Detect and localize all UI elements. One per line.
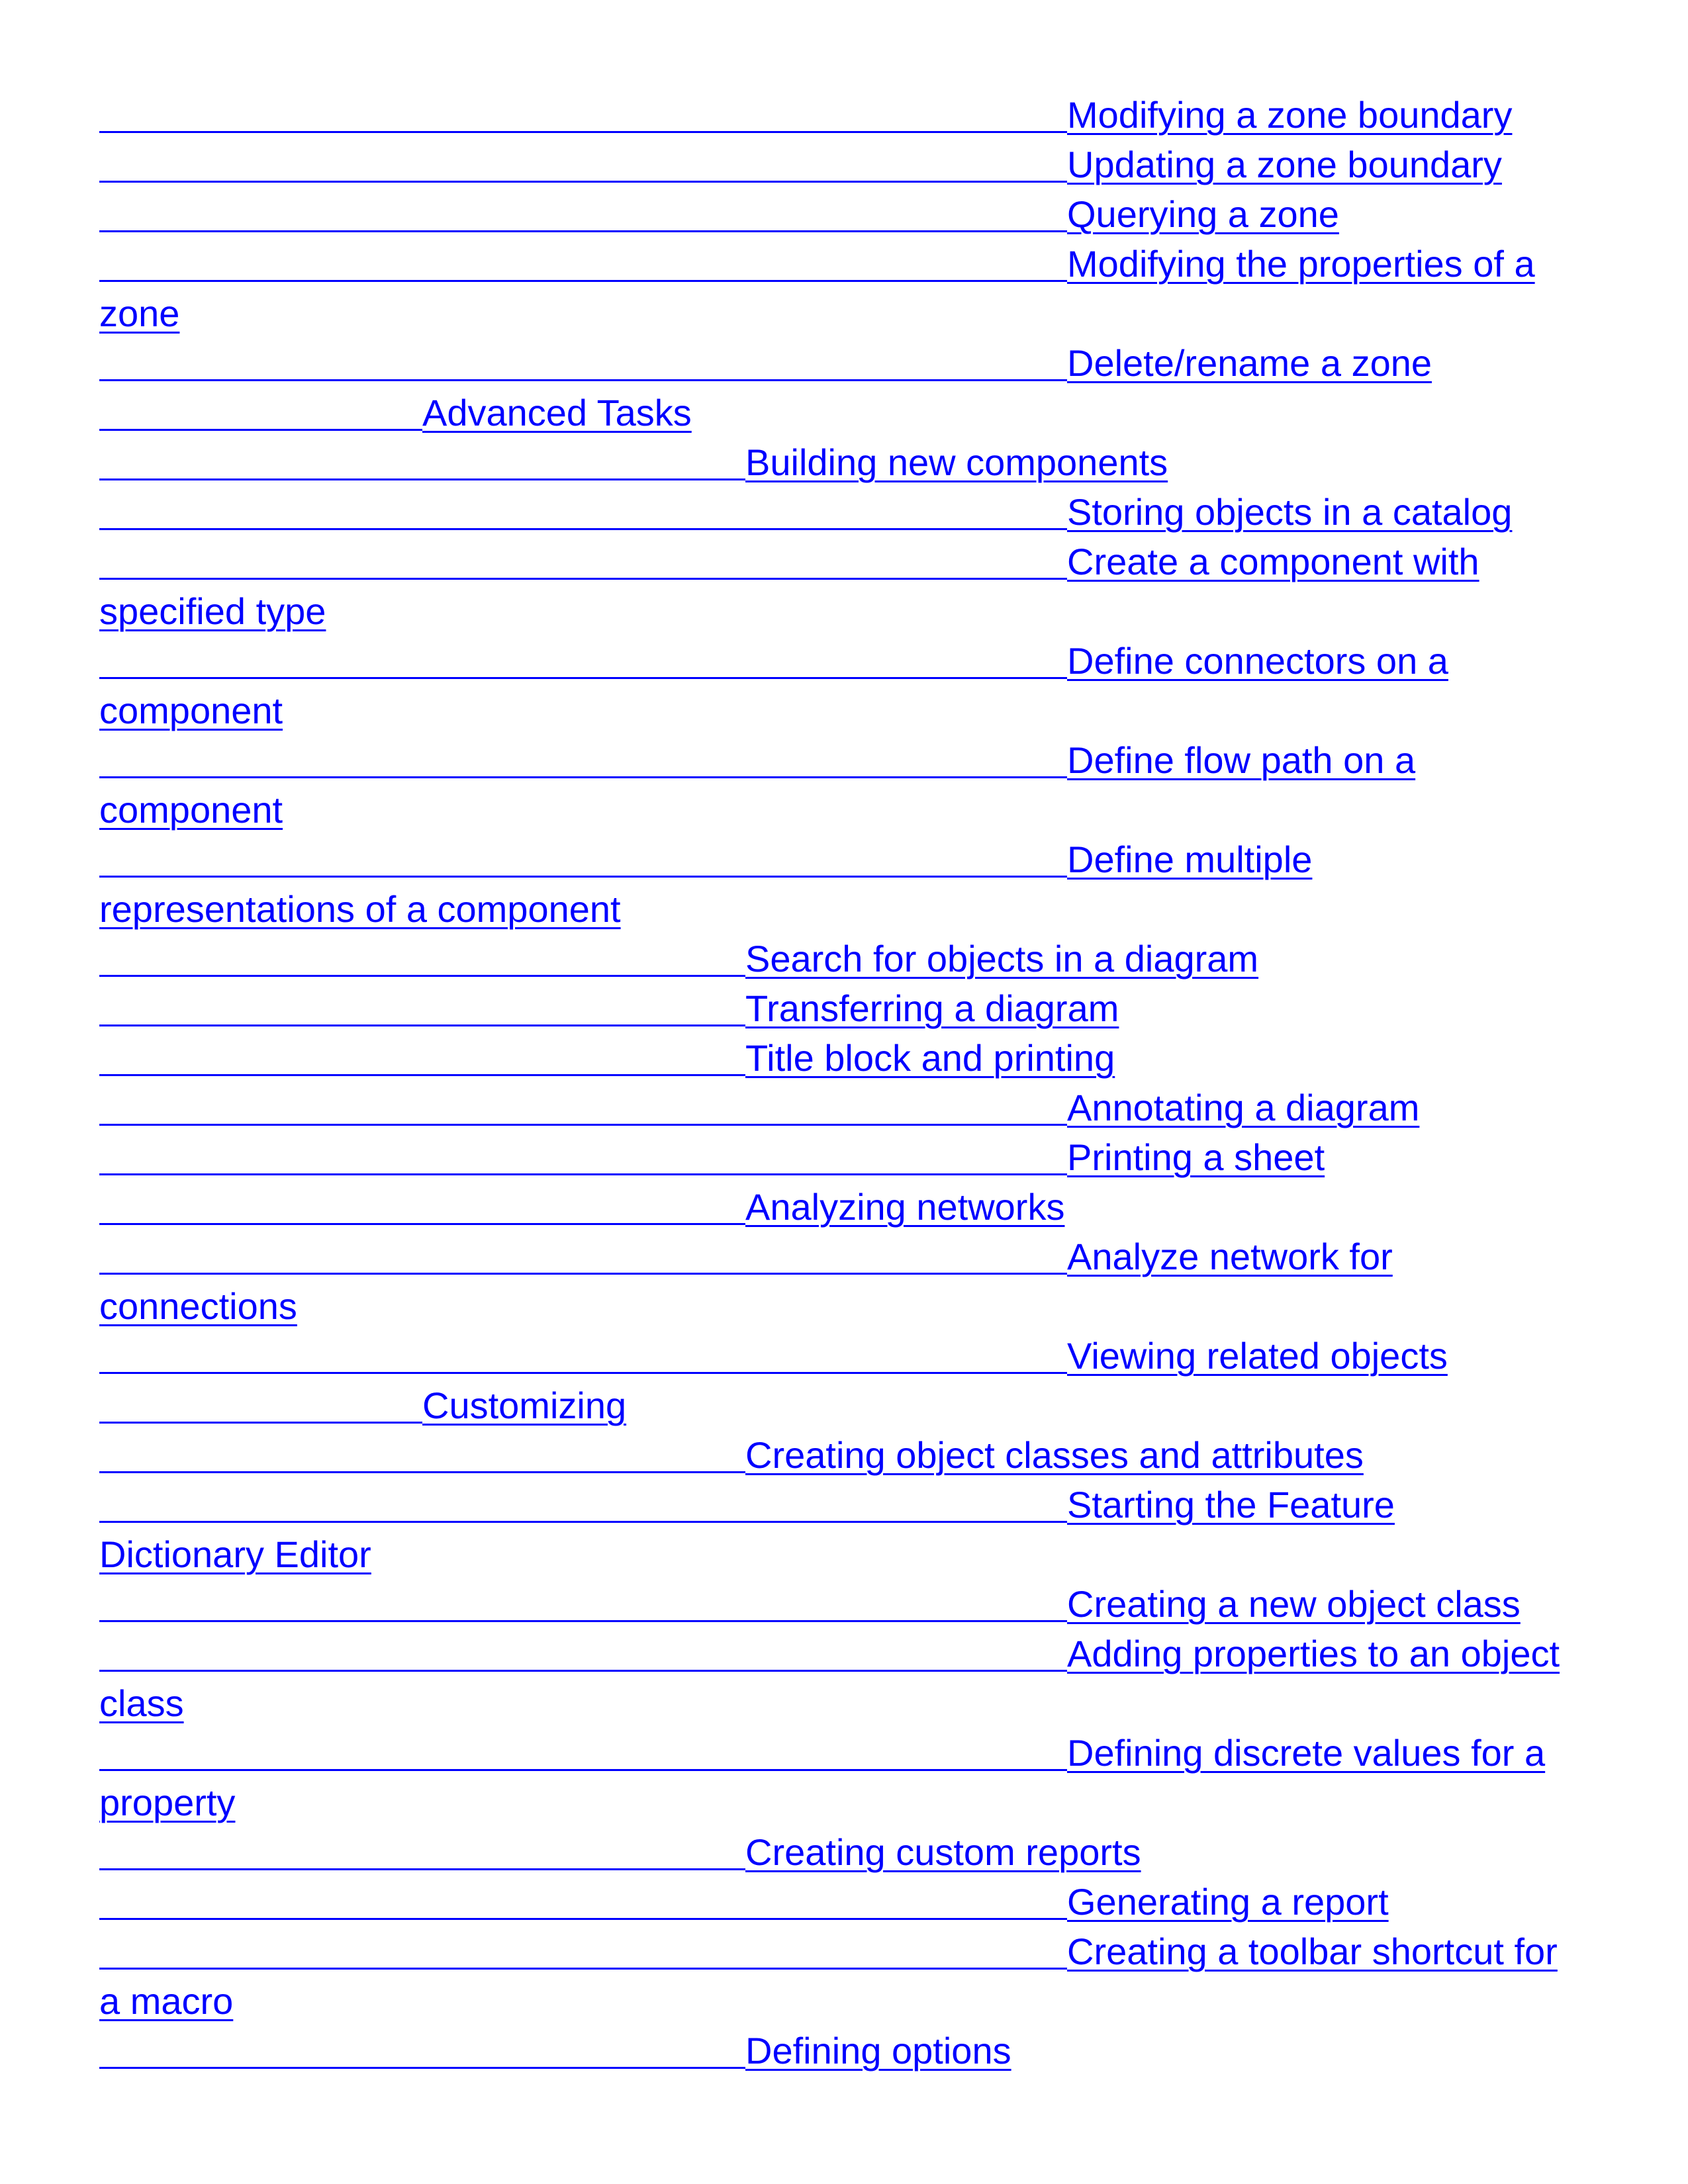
toc-link[interactable]: Generating a report (1067, 1881, 1389, 1923)
toc-link[interactable]: Modifying the properties of a (1067, 243, 1535, 285)
toc-entry[interactable] (99, 239, 1595, 289)
toc-link-continuation[interactable]: zone (99, 293, 180, 334)
toc-leader-line (99, 1521, 1067, 1523)
toc-link[interactable]: Define flow path on a (1067, 739, 1416, 781)
toc-link[interactable]: Customizing (422, 1385, 627, 1426)
toc-entry[interactable] (99, 983, 1595, 1033)
toc-link-continuation[interactable]: component (99, 690, 283, 731)
toc-link-continuation[interactable]: component (99, 789, 283, 831)
toc-entry[interactable] (99, 1579, 1595, 1629)
toc-entry-continuation[interactable] (99, 1976, 1595, 2026)
toc-link[interactable]: Transferring a diagram (745, 987, 1119, 1029)
toc-link[interactable]: Defining options (745, 2030, 1011, 2071)
toc-entry[interactable] (99, 1629, 1595, 1678)
toc-entry[interactable] (99, 1728, 1595, 1778)
toc-leader-line (99, 1918, 1067, 1920)
toc-entry-continuation[interactable] (99, 289, 1595, 338)
toc-link-continuation[interactable]: class (99, 1682, 184, 1724)
toc-link-continuation[interactable]: property (99, 1782, 236, 1823)
toc-entry-continuation[interactable] (99, 1281, 1595, 1331)
toc-link[interactable]: Create a component with (1067, 541, 1479, 582)
toc-link[interactable]: Updating a zone boundary (1067, 144, 1502, 185)
toc-entry[interactable] (99, 1331, 1595, 1381)
toc-link[interactable]: Creating custom reports (745, 1831, 1141, 1873)
toc-entry[interactable] (99, 140, 1595, 189)
toc-link[interactable]: Defining discrete values for a (1067, 1732, 1546, 1774)
toc-leader-line (99, 1024, 745, 1026)
toc-entry[interactable] (99, 388, 1595, 437)
toc-entry-continuation[interactable] (99, 1529, 1595, 1579)
toc-leader-line (99, 379, 1067, 381)
toc-link[interactable]: Define connectors on a (1067, 640, 1448, 682)
toc-link[interactable]: Analyze network for (1067, 1236, 1393, 1277)
toc-leader-line (99, 776, 1067, 778)
toc-entry[interactable] (99, 1083, 1595, 1132)
toc-leader-line (99, 1223, 745, 1225)
toc-link-continuation[interactable]: connections (99, 1285, 297, 1327)
toc-leader-line (99, 1173, 1067, 1175)
toc-entry[interactable] (99, 537, 1595, 586)
toc-link-continuation[interactable]: Dictionary Editor (99, 1533, 371, 1575)
toc-entry[interactable] (99, 1927, 1595, 1976)
toc-link-continuation[interactable]: representations of a component (99, 888, 621, 930)
toc-link[interactable]: Search for objects in a diagram (745, 938, 1259, 979)
toc-link[interactable]: Creating a new object class (1067, 1583, 1521, 1625)
toc-link[interactable]: Viewing related objects (1067, 1335, 1448, 1377)
toc-link[interactable]: Adding properties to an object (1067, 1633, 1560, 1674)
toc-leader-line (99, 1620, 1067, 1622)
toc-link[interactable]: Creating object classes and attributes (745, 1434, 1364, 1476)
toc-link[interactable]: Querying a zone (1067, 193, 1339, 235)
toc-entry[interactable] (99, 1877, 1595, 1927)
toc-entry[interactable] (99, 636, 1595, 686)
toc-leader-line (99, 677, 1067, 679)
toc-leader-line (99, 1124, 1067, 1126)
toc-link[interactable]: Printing a sheet (1067, 1136, 1325, 1178)
toc-link[interactable]: Delete/rename a zone (1067, 342, 1432, 384)
toc-entry[interactable] (99, 487, 1595, 537)
toc-leader-line (99, 478, 745, 480)
toc-entry-continuation[interactable] (99, 785, 1595, 835)
toc-entry-continuation[interactable] (99, 686, 1595, 735)
toc-entry-continuation[interactable] (99, 1778, 1595, 1827)
toc-leader-line (99, 528, 1067, 530)
toc-entry[interactable] (99, 1132, 1595, 1182)
toc-entry[interactable] (99, 735, 1595, 785)
toc-leader-line (99, 876, 1067, 878)
toc-leader-line (99, 280, 1067, 282)
toc-leader-line (99, 131, 1067, 133)
toc-leader-line (99, 181, 1067, 183)
toc-leader-line (99, 1422, 422, 1424)
toc-entry[interactable] (99, 338, 1595, 388)
toc-entry[interactable] (99, 2026, 1595, 2075)
toc-link[interactable]: Advanced Tasks (422, 392, 692, 433)
toc-entry[interactable] (99, 90, 1595, 140)
toc-entry[interactable] (99, 934, 1595, 983)
toc-link[interactable]: Creating a toolbar shortcut for (1067, 1931, 1558, 1972)
toc-entry-continuation[interactable] (99, 586, 1595, 636)
toc-entry[interactable] (99, 1033, 1595, 1083)
toc-link[interactable]: Building new components (745, 441, 1168, 483)
table-of-contents (99, 90, 1595, 2075)
toc-entry[interactable] (99, 1827, 1595, 1877)
toc-link-continuation[interactable]: specified type (99, 590, 326, 632)
toc-link[interactable]: Annotating a diagram (1067, 1087, 1420, 1128)
toc-entry[interactable] (99, 835, 1595, 884)
toc-leader-line (99, 578, 1067, 580)
toc-link[interactable]: Title block and printing (745, 1037, 1115, 1079)
toc-leader-line (99, 230, 1067, 232)
toc-leader-line (99, 429, 422, 431)
toc-leader-line (99, 2067, 745, 2069)
toc-leader-line (99, 1968, 1067, 1970)
toc-leader-line (99, 1273, 1067, 1275)
toc-entry[interactable] (99, 1232, 1595, 1281)
toc-entry[interactable] (99, 189, 1595, 239)
toc-link[interactable]: Modifying a zone boundary (1067, 94, 1513, 136)
toc-link[interactable]: Storing objects in a catalog (1067, 491, 1513, 533)
toc-entry[interactable] (99, 1430, 1595, 1480)
toc-leader-line (99, 1471, 745, 1473)
toc-link[interactable]: Analyzing networks (745, 1186, 1065, 1228)
toc-leader-line (99, 1074, 745, 1076)
toc-entry-continuation[interactable] (99, 884, 1595, 934)
toc-leader-line (99, 1372, 1067, 1374)
toc-link[interactable]: Starting the Feature (1067, 1484, 1395, 1525)
toc-entry[interactable] (99, 1182, 1595, 1232)
toc-leader-line (99, 1769, 1067, 1771)
toc-entry[interactable] (99, 1381, 1595, 1430)
toc-entry[interactable] (99, 1480, 1595, 1529)
toc-leader-line (99, 1670, 1067, 1672)
toc-link[interactable]: Define multiple (1067, 839, 1313, 880)
toc-entry[interactable] (99, 437, 1595, 487)
toc-link-continuation[interactable]: a macro (99, 1980, 234, 2022)
toc-leader-line (99, 975, 745, 977)
toc-leader-line (99, 1868, 745, 1870)
toc-entry-continuation[interactable] (99, 1678, 1595, 1728)
